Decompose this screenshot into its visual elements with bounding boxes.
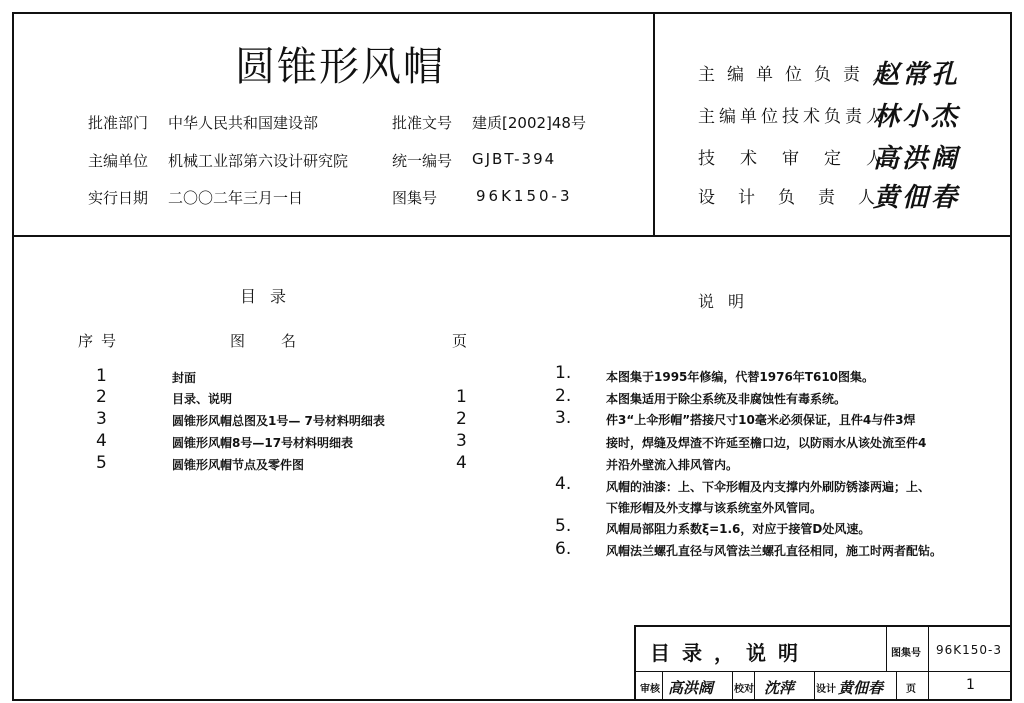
note-1-line-1: 本图集于1995年修编，代替1976年T610图集。 xyxy=(606,370,875,384)
toc-row-2-no: 2 xyxy=(96,387,107,407)
title-block-name: 目录，说明 xyxy=(650,641,810,665)
title-block-design-label: 设计 xyxy=(816,684,836,695)
toc-title: 目录 xyxy=(240,287,301,306)
toc-col-name: 图名 xyxy=(230,332,333,350)
approval-doc-label: 批准文号 xyxy=(392,114,453,132)
note-4-line-2: 下锥形帽及外支撑与该系统室外风管同。 xyxy=(606,501,823,515)
signature-designer: 黄佃春 xyxy=(873,183,961,213)
toc-row-5-no: 5 xyxy=(96,453,107,473)
note-6-line-1: 风帽法兰螺孔直径与风管法兰螺孔直径相同，施工时两者配钻。 xyxy=(606,544,943,558)
toc-row-4-name: 圆锥形风帽8号—17号材料明细表 xyxy=(172,436,354,450)
toc-row-4-page: 3 xyxy=(456,431,467,451)
note-2-line-1: 本图集适用于除尘系统及非腐蚀性有毒系统。 xyxy=(606,392,847,406)
title-block-review-label: 审核 xyxy=(640,684,660,695)
toc-row-3-no: 3 xyxy=(96,409,107,429)
signature-label-chief-unit: 主编单位负责人 xyxy=(698,65,901,85)
chief-unit-label: 主编单位 xyxy=(88,152,149,170)
toc-row-2-page: 1 xyxy=(456,387,467,407)
uniform-no: GJBT-394 xyxy=(472,150,557,168)
note-3-line-1: 件3“上伞形帽”搭接尺寸10毫米必须保证，且件4与件3焊 xyxy=(606,413,916,427)
effective-date: 二〇〇二年三月一日 xyxy=(168,189,304,207)
note-3-line-3: 并沿外壁流入排风管内。 xyxy=(606,458,739,472)
note-4-line-1: 风帽的油漆：上、下伞形帽及内支撑内外刷防锈漆两遍；上、 xyxy=(606,480,931,494)
signature-label-designer: 设计负责人 xyxy=(698,188,898,208)
signature-label-tech-lead: 主编单位技术负责人 xyxy=(698,107,887,127)
chief-unit: 机械工业部第六设计研究院 xyxy=(168,152,349,170)
toc-row-5-page: 4 xyxy=(456,453,467,473)
title-block-design-sig: 黄佃春 xyxy=(838,679,884,697)
note-3-no: 3. xyxy=(555,408,572,428)
note-4-no: 4. xyxy=(555,474,572,494)
toc-col-page: 页 xyxy=(452,332,468,350)
toc-row-3-page: 2 xyxy=(456,409,467,429)
notes-title: 说明 xyxy=(698,292,759,311)
toc-row-3-name: 圆锥形风帽总图及1号— 7号材料明细表 xyxy=(172,414,385,428)
note-5-line-1: 风帽局部阻力系数ξ=1.6，对应于接管D处风速。 xyxy=(606,522,871,536)
signature-reviewer: 高洪阔 xyxy=(873,144,961,174)
atlas-no: 96K150-3 xyxy=(476,187,573,205)
toc-row-1-name: 封面 xyxy=(172,371,197,385)
note-6-no: 6. xyxy=(555,539,572,559)
title-block-atlas-label: 图集号 xyxy=(891,648,921,659)
title-block-atlas-no: 96K150-3 xyxy=(936,643,1003,657)
toc-row-4-no: 4 xyxy=(96,431,107,451)
header-divider-horizontal xyxy=(12,235,1012,237)
toc-row-5-name: 圆锥形风帽节点及零件图 xyxy=(172,458,305,472)
toc-col-no: 序号 xyxy=(78,332,125,350)
approval-dept: 中华人民共和国建设部 xyxy=(168,114,319,132)
title-block-review-sig: 高洪阔 xyxy=(668,679,714,697)
toc-row-1-no: 1 xyxy=(96,366,107,386)
title-block xyxy=(634,625,1012,701)
toc-row-2-name: 目录、说明 xyxy=(172,392,233,406)
signature-label-reviewer: 技术审定人 xyxy=(698,149,908,169)
approval-dept-label: 批准部门 xyxy=(88,114,149,132)
atlas-no-label: 图集号 xyxy=(392,189,438,207)
note-5-no: 5. xyxy=(555,516,572,536)
note-3-line-2: 接时，焊缝及焊渣不许延至檐口边，以防雨水从该处流至件4 xyxy=(606,436,927,450)
title-block-page-label: 页 xyxy=(906,684,916,695)
title-block-page-no: 1 xyxy=(966,677,975,693)
note-2-no: 2. xyxy=(555,386,572,406)
page-title: 圆锥形风帽 xyxy=(235,44,445,90)
effective-date-label: 实行日期 xyxy=(88,189,149,207)
signature-chief-unit: 赵常孔 xyxy=(873,60,961,90)
uniform-no-label: 统一编号 xyxy=(392,152,453,170)
note-1-no: 1. xyxy=(555,363,572,383)
title-block-check-sig: 沈萍 xyxy=(764,679,795,697)
header-divider-vertical xyxy=(653,12,655,236)
signature-tech-lead: 林小杰 xyxy=(873,102,961,132)
approval-doc: 建质[2002]48号 xyxy=(472,114,586,132)
title-block-check-label: 校对 xyxy=(734,684,754,695)
